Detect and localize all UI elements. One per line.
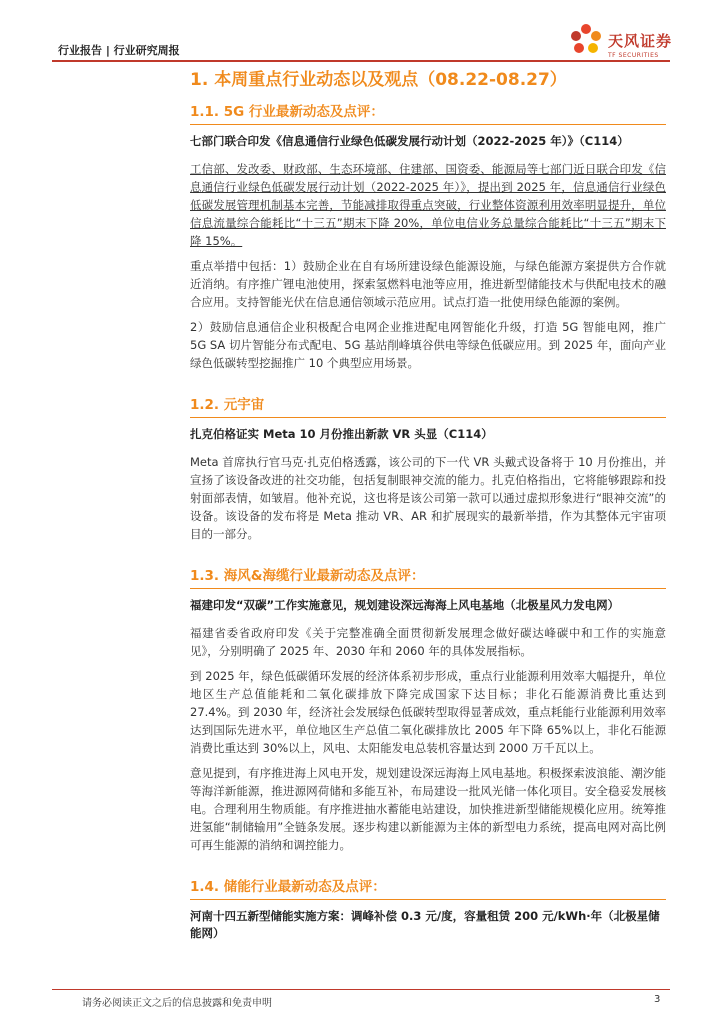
section-1-4-header: [190, 877, 666, 900]
section-heading: 1.2. 元宇宙: [190, 397, 265, 413]
section-1-3-header: [190, 566, 666, 589]
paragraph: 福建省委省政府印发《关于完整准确全面贯彻新发展理念做好碳达峰碳中和工作的实施意见》，分别明确了 2025 年、2030 年和 2060 年的具体发展指标。: [190, 626, 666, 658]
section-title: 1. 本周重点行业动态以及观点（08.22-08.27）: [190, 70, 567, 90]
logo-flower-icon: [568, 22, 604, 58]
paragraph: 重点举措中包括：1）鼓励企业在自有场所建设绿色能源设施，与绿色能源方案提供方合作就近消纳。有序推广锂电池使用，探索氢燃料电池等应用，推进新型储能技术与供配电技术的融合应用。支持智能光伏在信息通信领域示范应用。试点打造一批使用绿色能源的案例。: [190, 259, 666, 309]
paragraph: 工信部、发改委、财政部、生态环境部、住建部、国资委、能源局等七部门近日联合印发《信息通信行业绿色低碳发展行动计划（2022-2025 年）》，提出到 2025 年，信息通信行业绿色低碳发展管理机制基本完善，节能减排取得重点突破，行业整体资源利用效率明显提升，单位信息流量综合能耗比“十三五”期末下降 20%，单位电信业务总量综合能耗比“十三五”期末下降 15%。: [190, 162, 666, 248]
paragraph: 到 2025 年，绿色低碳循环发展的经济体系初步形成，重点行业能源利用效率大幅提升，单位地区生产总值能耗和二氧化碳排放下降完成国家下达目标；非化石能源消费比重达到 27.4%。到 2030 年，经济社会发展绿色低碳转型取得显著成效，重点耗能行业能源利用效率达到国际先进水平，单位地区生产总值二氧化碳排放比 2005 年下降 65%以上，非化石能源消费比重达到 30%以上，风电、太阳能发电总装机容量达到 2000 万千瓦以上。: [190, 669, 666, 755]
header-divider: [52, 60, 670, 62]
section-heading: 1.1. 5G 行业最新动态及点评：: [190, 104, 384, 120]
report-body: [190, 68, 666, 952]
section-1-1-header: [190, 102, 666, 125]
news-headline: 七部门联合印发《信息通信行业绿色低碳发展行动计划（2022-2025 年）》（C114）: [190, 134, 629, 148]
news-headline: 扎克伯格证实 Meta 10 月份推出新款 VR 头显（C114）: [190, 427, 493, 441]
paragraph: 意见提到，有序推进海上风电开发，规划建设深远海海上风电基地。积极探索波浪能、潮汐能等海洋新能源，推进源网荷储和多能互补，布局建设一批风光储一体化项目。安全稳妥发展核电。合理利用生物质能。有序推进抽水蓄能电站建设，加快推进新型储能规模化应用。统筹推进氢能“制储输用”全链条发展。逐步构建以新能源为主体的新型电力系统，提高电网对高比例可再生能源的消纳和调控能力。: [190, 766, 666, 852]
paragraph: 2）鼓励信息通信企业积极配合电网企业推进配电网智能化升级，打造 5G 智能电网，推广 5G SA 切片智能分布式配电、5G 基站削峰填谷供电等绿色低碳应用。到 2025 年，面向产业绿色低碳转型挖掘推广 10 个典型应用场景。: [190, 320, 666, 370]
logo-name-en: TF SECURITIES: [608, 52, 659, 59]
section-heading: 1.4. 储能行业最新动态及点评：: [190, 879, 386, 895]
paragraph: Meta 首席执行官马克·扎克伯格透露，该公司的下一代 VR 头戴式设备将于 10 月份推出，并宣扬了该设备改进的社交功能，包括复制眼神交流的能力。扎克伯格指出，它将能够跟踪和投射面部表情，如皱眉。他补充说，这也将是该公司第一款可以通过虚拟形象进行“眼神交流”的设备。该设备的发布将是 Meta 推动 VR、AR 和扩展现实的最新举措，作为其整体元宇宙项目的一部分。: [190, 455, 666, 541]
disclaimer-note: 请务必阅读正文之后的信息披露和免责申明: [82, 998, 272, 1009]
page-number: 3: [654, 994, 661, 1005]
report-category: 行业报告 | 行业研究周报: [58, 44, 180, 57]
footer-divider: [52, 989, 670, 990]
news-headline: 福建印发“双碳”工作实施意见，规划建设深远海海上风电基地（北极星风力发电网）: [190, 598, 620, 612]
news-headline: 河南十四五新型储能实施方案：调峰补偿 0.3 元/度，容量租赁 200 元/kWh·年（北极星储能网）: [190, 909, 660, 940]
logo-name: 天风证券: [608, 32, 673, 50]
section-heading: 1.3. 海风&海缆行业最新动态及点评：: [190, 568, 425, 584]
company-logo: [568, 22, 672, 59]
section-1-2-header: [190, 395, 666, 418]
